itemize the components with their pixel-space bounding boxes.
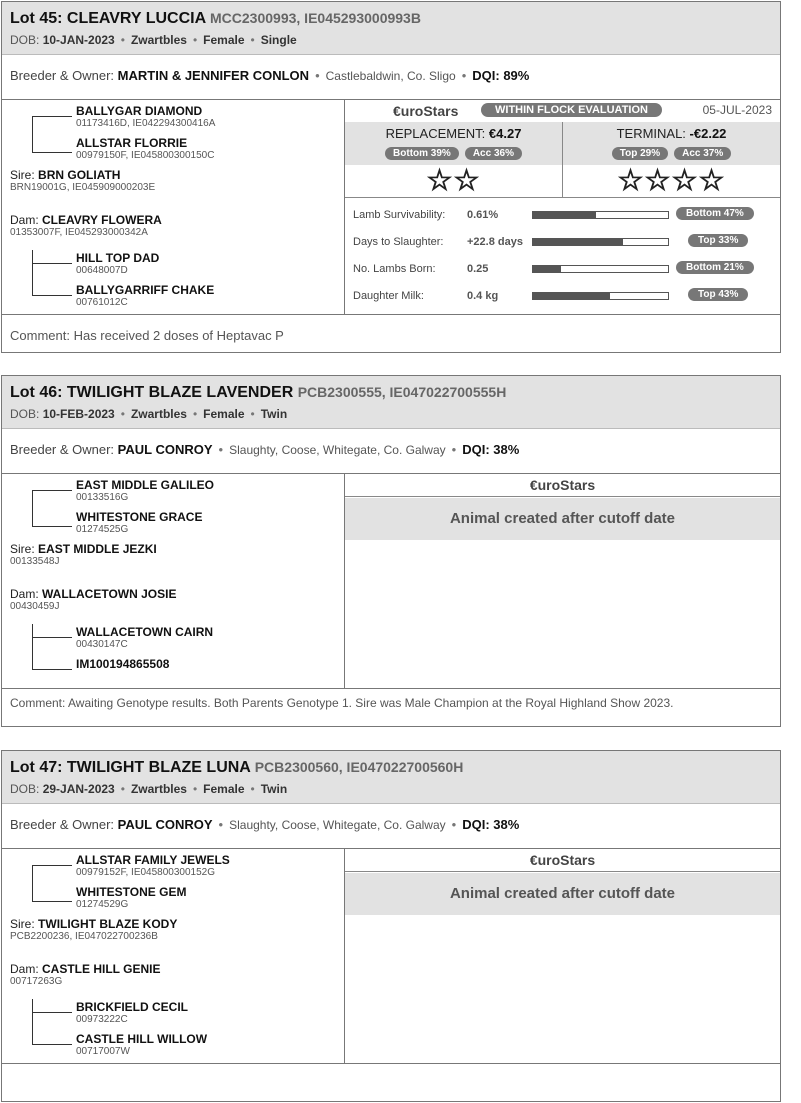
replacement-value: €4.27 (488, 126, 522, 141)
lot-details: DOB: 29-JAN-2023 • Zwartbles • Female • Twin (10, 782, 288, 796)
trait-name: Daughter Milk: (353, 290, 424, 302)
sire-sire-id: 00133516G (76, 492, 129, 503)
dam-dam-id: 00717007W (76, 1046, 130, 1057)
pedigree (2, 100, 345, 314)
trait-bar (532, 238, 669, 246)
trait-value: 0.4 kg (467, 290, 499, 302)
dam-sire-id: 00973222C (76, 1014, 128, 1025)
sire-sire-id: 01173416D, IE042294300416A (76, 118, 216, 129)
comment-text: Comment: Awaiting Genotype results. Both Parents Genotype 1. Sire was Male Champion at the Royal Highland Show 2023. (10, 696, 674, 710)
lot-body (2, 849, 780, 1064)
dob: 10-JAN-2023 (42, 33, 115, 47)
dam-sire-id: 00430147C (76, 639, 128, 650)
terminal-star-rating: ☆☆☆☆ (617, 165, 726, 197)
breeder-name: MARTIN & JENNIFER CONLON (117, 68, 310, 83)
sex: Female (203, 407, 245, 421)
no-evaluation-notice: Animal created after cutoff date (345, 873, 780, 915)
trait-row (353, 234, 773, 254)
sire-id: BRN19001G, IE045909000203E (10, 182, 156, 193)
dam-dam-name: CASTLE HILL WILLOW (76, 1032, 208, 1046)
dam-dam-name: IM100194865508 (76, 657, 170, 671)
breed: Zwartbles (130, 782, 187, 796)
comment-row (2, 315, 780, 353)
breeder-row: Breeder & Owner: PAUL CONROY • Slaughty, Coose, Whitegate, Co. Galway • DQI: 38% (2, 429, 780, 474)
lot-card (1, 750, 781, 1102)
comment-text: Comment: Has received 2 doses of Heptavac P (10, 328, 284, 343)
eurostars-brand: €uroStars (393, 103, 459, 119)
dam-id: 00430459J (10, 601, 60, 612)
no-evaluation-notice: Animal created after cutoff date (345, 498, 780, 540)
lot-title: Lot 45: CLEAVRY LUCCIA MCC2300993, IE045293000993B (10, 10, 421, 27)
dam-dam-name: BALLYGARRIFF CHAKE (76, 283, 215, 297)
terminal-value: -€2.22 (689, 126, 727, 141)
sire-sire-name: BALLYGAR DIAMOND (76, 104, 203, 118)
dam-sire-name: WALLACETOWN CAIRN (76, 625, 214, 639)
lot-card (1, 375, 781, 727)
trait-bar-fill (533, 293, 610, 299)
sire-sire-name: ALLSTAR FAMILY JEWELS (76, 853, 230, 867)
terminal-index: TERMINAL: -€2.22 Top 29% Acc 37% ☆☆☆☆ (563, 122, 780, 198)
birth-type: Twin (260, 782, 288, 796)
breeder-name: PAUL CONROY (117, 817, 213, 832)
trait-bar-fill (533, 266, 561, 272)
trait-rank: Top 33% (688, 234, 748, 247)
eurostars-panel (345, 849, 780, 1063)
dob: 10-FEB-2023 (42, 407, 115, 421)
lot-body (2, 100, 780, 315)
dam-sire-name: BRICKFIELD CECIL (76, 1000, 188, 1014)
breeder-location: Slaughty, Coose, Whitegate, Co. Galway (229, 443, 446, 457)
sire-id: PCB2200236, IE047022700236B (10, 931, 158, 942)
dam-id: 00717263G (10, 976, 63, 987)
replacement-index: REPLACEMENT: €4.27 Bottom 39% Acc 36% ☆☆ (345, 122, 563, 198)
dam-name: Dam: CLEAVRY FLOWERA (10, 213, 162, 227)
sire-dam-id: 01274529G (76, 899, 129, 910)
dqi: DQI: 89% (472, 68, 530, 83)
birth-type: Twin (260, 407, 288, 421)
sire-dam-id: 00979150F, IE045800300150C (76, 150, 215, 161)
dqi: DQI: 38% (462, 442, 520, 457)
comment-row (2, 1064, 780, 1102)
sire-dam-name: WHITESTONE GEM (76, 885, 187, 899)
trait-name: Lamb Survivability: (353, 209, 446, 221)
eurostars-panel (345, 474, 780, 688)
lot-header (2, 751, 780, 804)
breeder-row: Breeder & Owner: PAUL CONROY • Slaughty, Coose, Whitegate, Co. Galway • DQI: 38% (2, 804, 780, 849)
dqi: DQI: 38% (462, 817, 520, 832)
dam-sire-name: HILL TOP DAD (76, 251, 160, 265)
trait-row (353, 261, 773, 281)
evaluation-date: 05-JUL-2023 (702, 103, 772, 117)
lot-title: Lot 46: TWILIGHT BLAZE LAVENDER PCB2300555, IE047022700555H (10, 384, 507, 401)
dam-name: Dam: CASTLE HILL GENIE (10, 962, 161, 976)
sire-name: Sire: TWILIGHT BLAZE KODY (10, 917, 178, 931)
lot-ids: PCB2300560, IE047022700560H (254, 759, 464, 775)
comment-row (2, 689, 780, 727)
dam-name: Dam: WALLACETOWN JOSIE (10, 587, 177, 601)
breeder-location: Slaughty, Coose, Whitegate, Co. Galway (229, 818, 446, 832)
breed: Zwartbles (130, 33, 187, 47)
breed: Zwartbles (130, 407, 187, 421)
eurostars-brand: €uroStars (529, 852, 596, 868)
breeder-row: Breeder & Owner: MARTIN & JENNIFER CONLON • Castlebaldwin, Co. Sligo • DQI: 89% (2, 55, 780, 100)
trait-bar (532, 211, 669, 219)
lot-ids: PCB2300555, IE047022700555H (297, 384, 507, 400)
trait-bar (532, 292, 669, 300)
birth-type: Single (260, 33, 297, 47)
breeder-location: Castlebaldwin, Co. Sligo (325, 69, 456, 83)
sire-dam-name: ALLSTAR FLORRIE (76, 136, 188, 150)
sire-sire-name: EAST MIDDLE GALILEO (76, 478, 214, 492)
trait-row (353, 288, 773, 308)
pedigree (2, 474, 345, 688)
trait-value: +22.8 days (467, 236, 523, 248)
trait-rank: Top 43% (688, 288, 748, 301)
trait-rank: Bottom 21% (676, 261, 754, 274)
lot-card (1, 1, 781, 353)
lot-ids: MCC2300993, IE045293000993B (210, 10, 421, 26)
sire-name: Sire: EAST MIDDLE JEZKI (10, 542, 157, 556)
dam-dam-id: 00761012C (76, 297, 128, 308)
replacement-accuracy: Acc 36% (465, 147, 522, 160)
eurostars-brand: €uroStars (529, 477, 596, 493)
terminal-accuracy: Acc 37% (674, 147, 731, 160)
lot-header (2, 2, 780, 55)
evaluation-badge: WITHIN FLOCK EVALUATION (481, 103, 662, 117)
replacement-rank: Bottom 39% (385, 147, 459, 160)
sex: Female (203, 33, 245, 47)
sire-sire-id: 00979152F, IE045800300152G (76, 867, 216, 878)
pedigree (2, 849, 345, 1063)
trait-value: 0.25 (467, 263, 489, 275)
terminal-rank: Top 29% (612, 147, 668, 160)
trait-name: No. Lambs Born: (353, 263, 436, 275)
trait-rank: Bottom 47% (676, 207, 754, 220)
lot-details: DOB: 10-FEB-2023 • Zwartbles • Female • Twin (10, 407, 288, 421)
eurostars-panel (345, 100, 780, 314)
lot-title: Lot 47: TWILIGHT BLAZE LUNA PCB2300560, IE047022700560H (10, 759, 464, 776)
dam-sire-id: 00648007D (76, 265, 128, 276)
replacement-star-rating: ☆☆ (426, 165, 481, 197)
lot-body (2, 474, 780, 689)
lot-header (2, 376, 780, 429)
dam-id: 01353007F, IE045293000342A (10, 227, 148, 238)
trait-bar-fill (533, 239, 623, 245)
lot-details: DOB: 10-JAN-2023 • Zwartbles • Female • Single (10, 33, 297, 47)
trait-bar (532, 265, 669, 273)
sire-dam-name: WHITESTONE GRACE (76, 510, 203, 524)
trait-value: 0.61% (467, 209, 499, 221)
sire-name: Sire: BRN GOLIATH (10, 168, 121, 182)
sire-id: 00133548J (10, 556, 60, 567)
sex: Female (203, 782, 245, 796)
breeder-name: PAUL CONROY (117, 442, 213, 457)
trait-name: Days to Slaughter: (353, 236, 444, 248)
trait-row (353, 207, 773, 227)
dob: 29-JAN-2023 (42, 782, 115, 796)
trait-bar-fill (533, 212, 596, 218)
sire-dam-id: 01274525G (76, 524, 129, 535)
